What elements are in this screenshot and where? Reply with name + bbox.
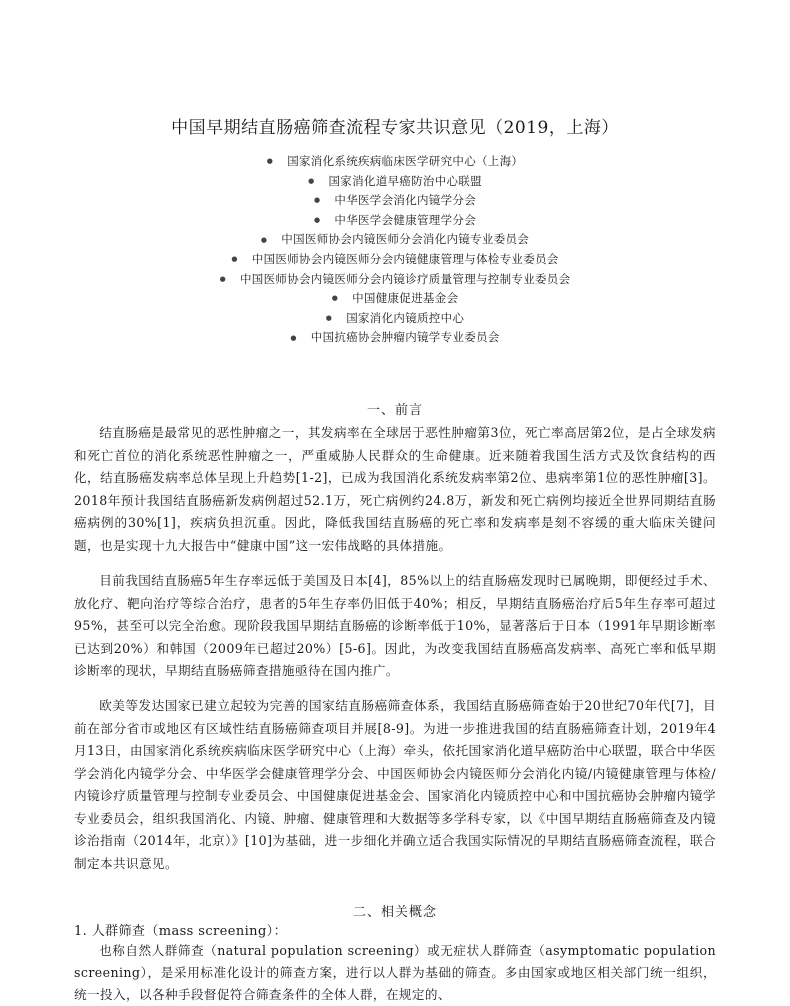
bullet-icon: ● xyxy=(290,333,297,342)
organization-item: ● 国家消化系统疾病临床医学研究中心（上海） xyxy=(266,154,524,168)
organization-item: ● 国家消化内镜质控中心 xyxy=(325,310,465,325)
bullet-icon: ● xyxy=(325,313,333,322)
organization-item: ● 中国健康促进基金会 xyxy=(331,291,459,306)
organization-item: ● 中国医师协会内镜医师分会内镜诊疗质量管理与控制专业委员会 xyxy=(219,271,571,286)
paragraph-preface-1: 结直肠癌是最常见的恶性肿瘤之一，其发病率在全球居于恶性肿瘤第3位，死亡率高居第2位，是占全球发病和死亡首位的消化系统恶性肿瘤之一，严重威胁人民群众的生命健康。近来随着我国生活方式及饮食结构的西化，结直肠癌发病率总体呈现上升趋势[1-2]，已成为我国消化系统发病率第2位、患病率第1位的恶性肿瘤[3]。2018年预计我国结直肠癌新发病例超过52.1万，死亡病例约24.8万，新发和死亡病例均接近全世界同期结直肠癌病例的30%[1]，疾病负担沉重。因此，降低我国结直肠癌的死亡率和发病率是刻不容缓的重大临床关键问题，也是实现十九大报告中“健康中国”这一宏伟战略的具体措施。 xyxy=(74,425,716,553)
organization-item: ● 国家消化道早癌防治中心联盟 xyxy=(308,173,482,188)
document-title: 中国早期结直肠癌筛查流程专家共识意见（2019，上海） xyxy=(171,118,619,138)
section-heading-concepts: 二、相关概念 xyxy=(352,905,437,920)
organization-item: ● 中华医学会健康管理学分会 xyxy=(313,212,477,227)
bullet-icon: ● xyxy=(219,274,226,283)
bullet-icon: ● xyxy=(313,196,321,205)
paragraph-preface-2: 目前我国结直肠癌5年生存率远低于美国及日本[4]，85%以上的结直肠癌发现时已属晚期，即便经过手术、放化疗、靶向治疗等综合治疗，患者的5年生存率仍旧低于40%；相反，早期结直肠癌治疗后5年生存率可超过95%，甚至可以完全治愈。现阶段我国早期结直肠癌的诊断率低于10%，显著落后于日本（1991年早期诊断率已达到20%）和韩国（2009年已超过20%）[5-6]。因此，为改变我国结直肠癌高发病率、高死亡率和低早期诊断率的现状，早期结直肠癌筛查措施亟待在国内推广。 xyxy=(74,573,716,678)
organization-item: ● 中国抗癌协会肿瘤内镜学专业委员会 xyxy=(290,330,500,345)
bullet-icon: ● xyxy=(260,235,268,244)
bullet-icon: ● xyxy=(231,255,238,264)
section-heading-preface: 一、前言 xyxy=(366,403,423,418)
bullet-icon: ● xyxy=(266,157,274,166)
paragraph-mass-screening: 也称自然人群筛查（natural population screening）或无症状人群筛查（asymptomatic population screening），是采用标准化设计的筛查方案，进行以人群为基础的筛查。多由国家或地区相关部门统一组织，统一投入，以各种手段督促符合筛查条件的全体人群，在规定的、 xyxy=(74,943,716,1002)
paragraph-preface-3: 欧美等发达国家已建立起较为完善的国家结直肠癌筛查体系，我国结直肠癌筛查始于20世纪70年代[7]，目前在部分省市或地区有区域性结直肠癌筛查项目并展[8-9]。为进一步推进我国的结直肠癌筛查计划，2019年4月13日，由国家消化系统疾病临床医学研究中心（上海）牵头，依托国家消化道早癌防治中心联盟，联合中华医学会消化内镜学分会、中华医学会健康管理学分会、中国医师协会内镜医师分会消化内镜/内镜健康管理与体检/内镜诊疗质量管理与控制专业委员会、中国健康促进基金会、国家消化内镜质控中心和中国抗癌协会肿瘤内镜学专业委员会，组织我国消化、内镜、肿瘤、健康管理和大数据等多学科专家，以《中国早期结直肠癌筛查及内镜诊治指南（2014年，北京）》[10]为基础，进一步细化并确立适合我国实际情况的早期结直肠癌筛查流程，联合制定本共识意见。 xyxy=(74,698,716,871)
organization-item: ● 中国医师协会内镜医师分会消化内镜专业委员会 xyxy=(260,232,530,247)
organization-item: ● 中华医学会消化内镜学分会 xyxy=(313,193,477,208)
bullet-icon: ● xyxy=(331,294,339,303)
organization-item: ● 中国医师协会内镜医师分会内镜健康管理与体检专业委员会 xyxy=(231,251,559,266)
bullet-icon: ● xyxy=(313,215,321,224)
subheading-mass-screening: 1. 人群筛查（mass screening）： xyxy=(74,924,287,939)
organization-list xyxy=(0,152,790,348)
bullet-icon: ● xyxy=(308,176,315,185)
